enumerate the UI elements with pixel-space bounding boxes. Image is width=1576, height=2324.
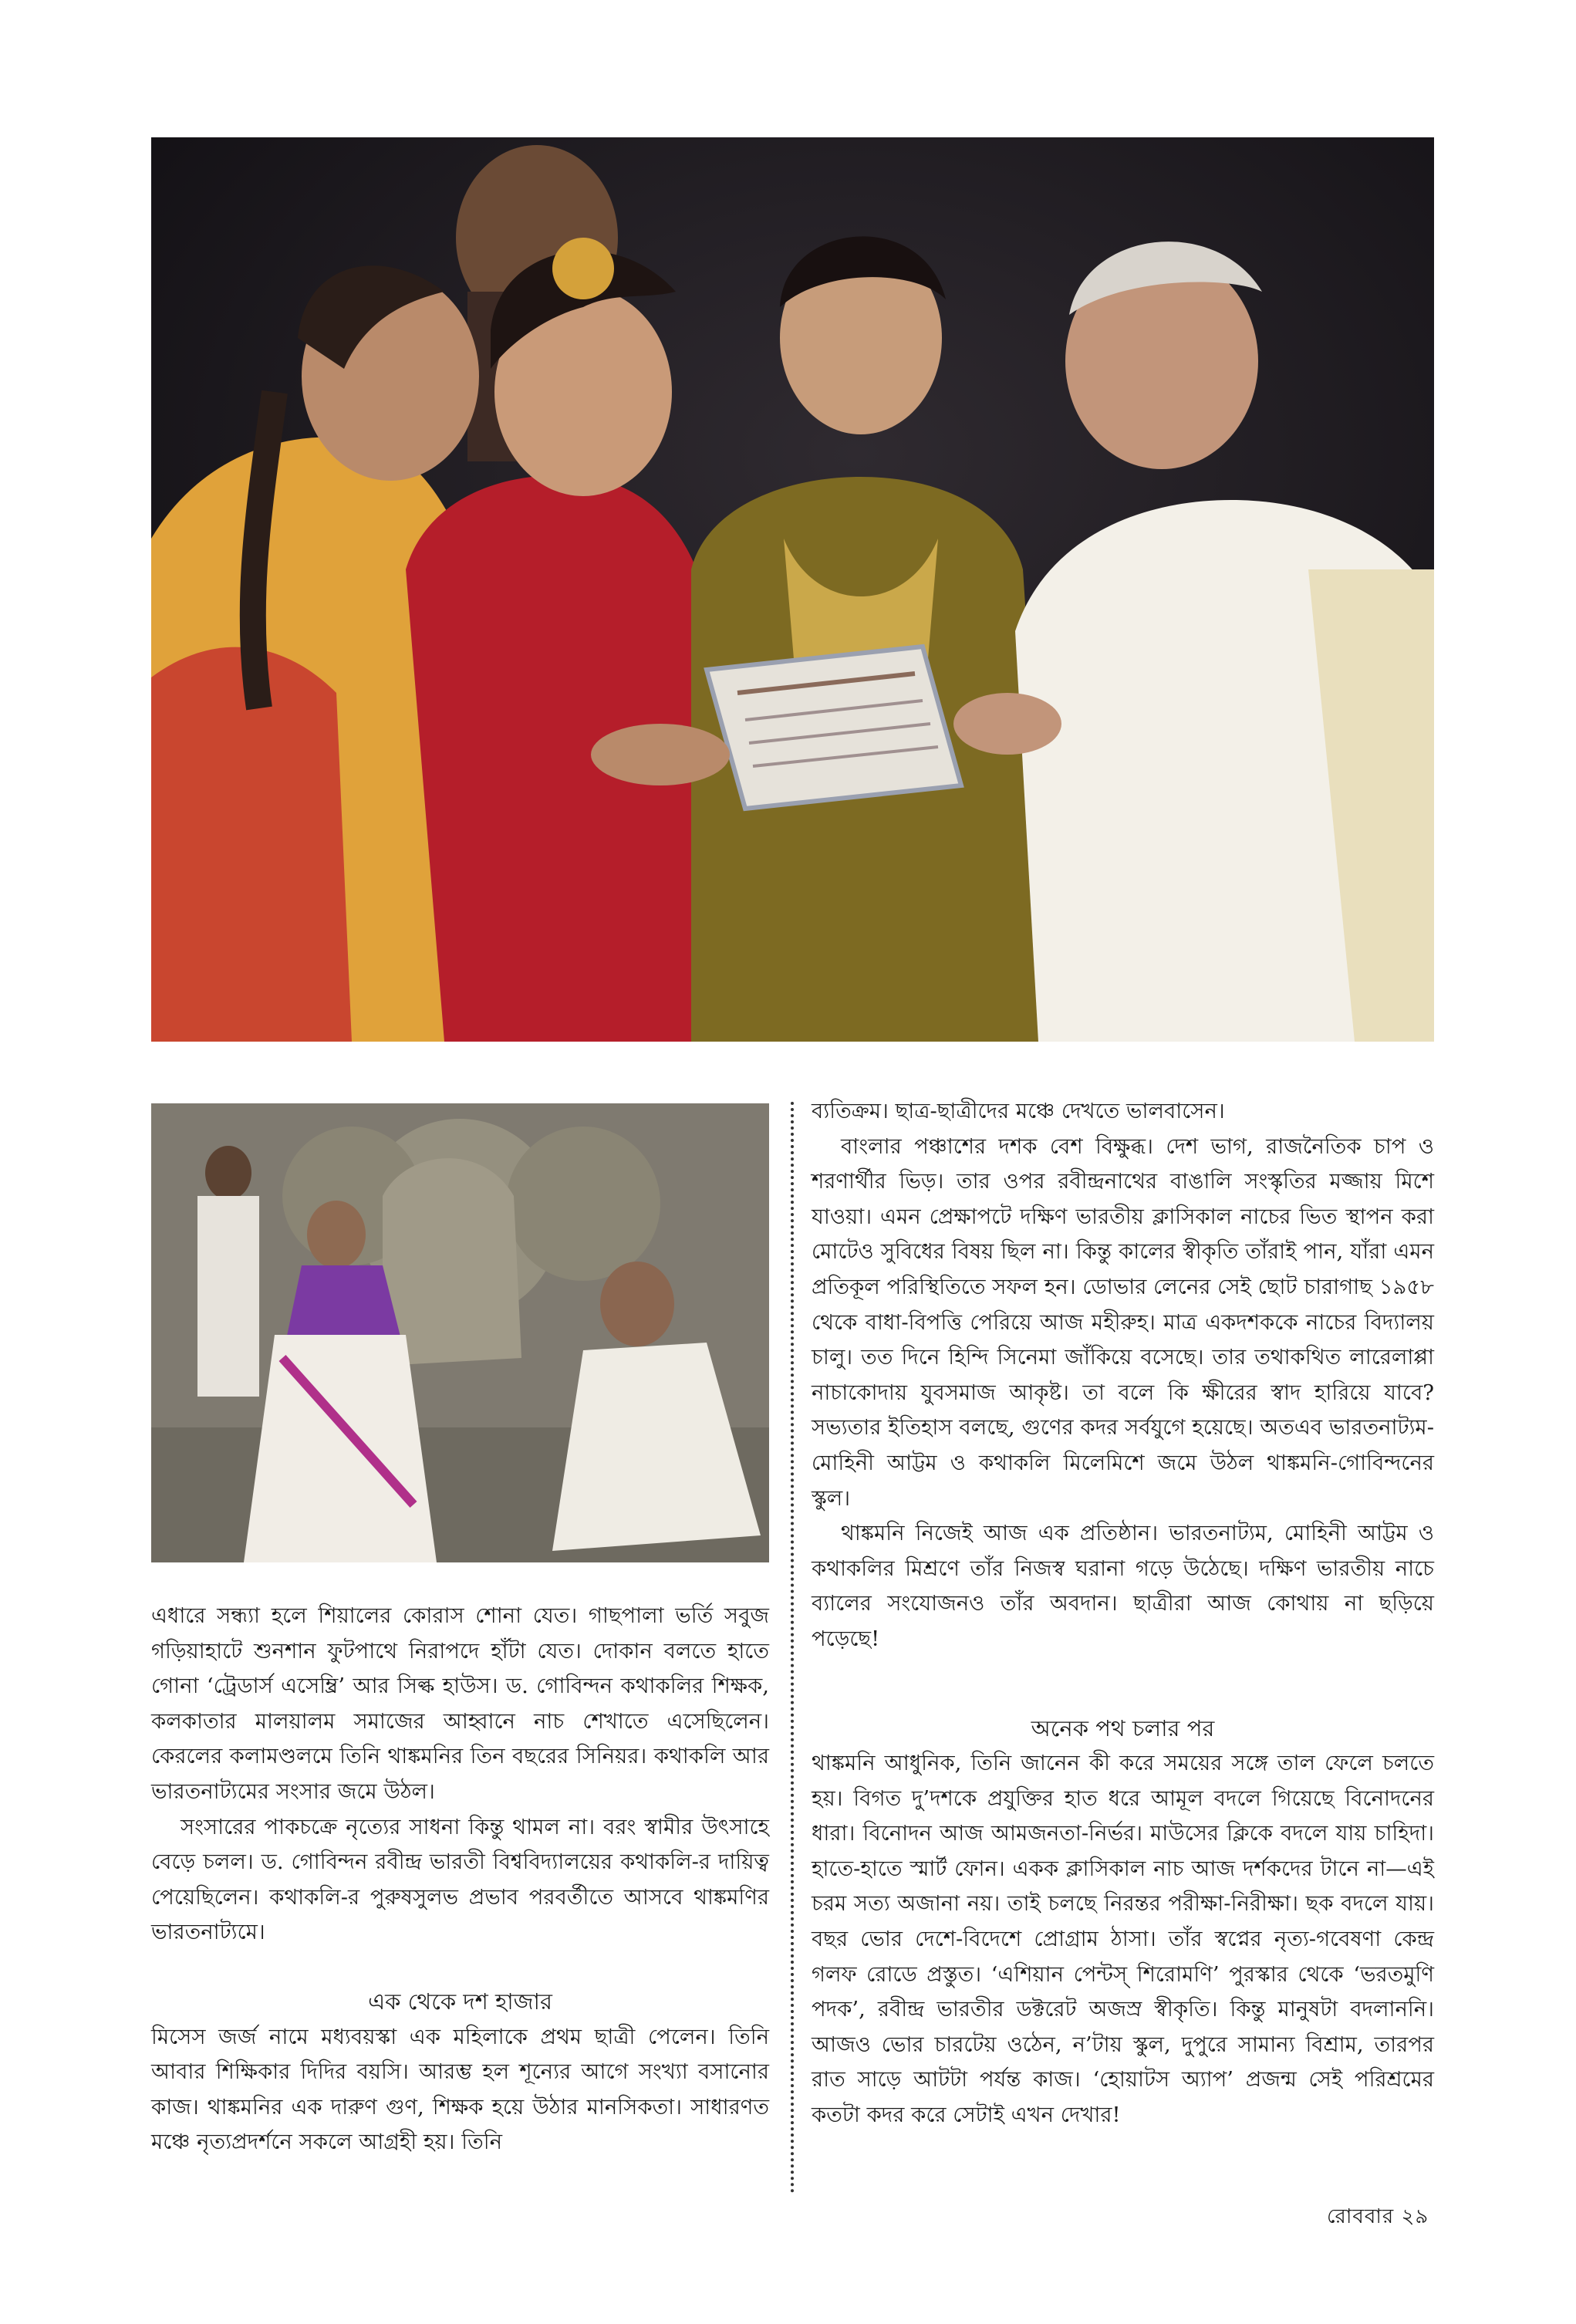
paragraph: থাঙ্কমনি আধুনিক, তিনি জানেন কী করে সময়ের সঙ্গে তাল ফেলে চলতে হয়। বিগত দু’দশকে প্রযুক্তির হাত ধরে আমূল বদলে গিয়েছে বিনোদনের ধারা। বিনোদন আজ আমজনতা-নির্ভর। মাউসের ক্লিকে বদলে যায় চাহিদা। হাতে-হাতে স্মার্ট ফোন। একক ক্লাসিকাল নাচ আজ দর্শকদের টানে না—এই চরম সত্য অজানা নয়। তাই চলছে নিরন্তর পরীক্ষা-নিরীক্ষা। ছক বদলে যায়। বছর ভোর দেশে-বিদেশে প্রোগ্রাম ঠাসা। তাঁর স্বপ্নের নৃত্য-গবেষণা কেন্দ্র গলফ রোডে প্রস্তুত। ‘এশিয়ান পেন্টস্ শিরোমণি’ পুরস্কার থেকে ‘ভরতমুণি পদক’, রবীন্দ্র ভারতীর ডক্টরেট অজস্র স্বীকৃতি। কিন্তু মানুষটা বদলাননি। আজও ভোর চারটেয় ওঠেন, ন’টায় স্কুল, দুপুরে সামান্য বিশ্রাম, তারপর রাত সাড়ে আটটা পর্যন্ত কাজ। ‘হোয়াটস অ্যাপ’ প্রজন্ম সেই পরিশ্রমের কতটা কদর করে সেটাই এখন দেখার! [812, 1751, 1434, 2128]
paragraph: সংসারের পাকচক্রে নৃত্যের সাধনা কিন্তু থামল না। বরং স্বামীর উৎসাহে বেড়ে চলল। ড. গোবিন্দন রবীন্দ্র ভারতী বিশ্ববিদ্যালয়ের কথাকলি-র দায়িত্ব পেয়েছিলেন। কথাকলি-র পুরুষসুলভ প্রভাব পরবর্তীতে আসবে থাঙ্কমণির ভারতনাট্যমে। [151, 1814, 769, 1945]
paragraph: বাংলার পঞ্চাশের দশক বেশ বিক্ষুব্ধ। দেশ ভাগ, রাজনৈতিক চাপ ও শরণার্থীর ভিড়। তার ওপর রবীন্দ্রনাথের বাঙালি সংস্কৃতির মজ্জায় মিশে যাওয়া। এমন প্রেক্ষাপটে দক্ষিণ ভারতীয় ক্লাসিকাল নাচের ভিত স্থাপন করা মোটেও সুবিধের বিষয় ছিল না। কিন্তু কালের স্বীকৃতি তাঁরাই পান, যাঁরা এমন প্রতিকূল পরিস্থিতিতে সফল হন। ডোভার লেনের সেই ছোট চারাগাছ ১৯৫৮ থেকে বাধা-বিপত্তি পেরিয়ে আজ মহীরুহ। মাত্র একদশককে নাচের বিদ্যালয় চালু। তত দিনে হিন্দি সিনেমা জাঁকিয়ে বসেছে। তার তথাকথিত লারেলাপ্পা নাচাকোদায় যুবসমাজ আকৃষ্ট। তা বলে কি ক্ষীরের স্বাদ হারিয়ে যাবে? সভ্যতার ইতিহাস বলছে, গুণের কদর সর্বযুগে হয়েছে। অতএব ভারতনাট্যম-মোহিনী আট্টম ও কথাকলি মিলেমিশে জমে উঠল থাঙ্কমনি-গোবিন্দনের স্কুল। [812, 1133, 1434, 1511]
page-folio: রোববার ২৯ [1327, 2205, 1429, 2228]
paragraph: এধারে সন্ধ্যা হলে শিয়ালের কোরাস শোনা যেত। গাছপালা ভর্তি সবুজ গড়িয়াহাটে শুনশান ফুটপাথে নিরাপদে হাঁটা যেত। দোকান বলতে হাতে গোনা ‘ট্রেডার্স এসেম্ব্রি’ আর সিল্ক হাউস। ড. গোবিন্দন কথাকলির শিক্ষক, কলকাতার মালয়ালম সমাজের আহ্বানে নাচ শেখাতে এসেছিলেন। কেরলের কলামণ্ডলমে তিনি থাঙ্কমনির তিন বছরের সিনিয়র। কথাকলি আর ভারতনাট্যমের সংসার জমে উঠল। [151, 1603, 769, 1804]
column-divider [791, 1102, 794, 2194]
paragraph: মিসেস জর্জ নামে মধ্যবয়স্কা এক মহিলাকে প্রথম ছাত্রী পেলেন। তিনি আবার শিক্ষিকার দিদির বয়সি। আরম্ভ হল শূন্যের আগে সংখ্যা বসানোর কাজ। থাঙ্কমনির এক দারুণ গুণ, শিক্ষক হয়ে উঠার মানসিকতা। সাধারণত মঞ্চে নৃত্যপ্রদর্শনে সকলে আগ্রহী হয়। তিনি [151, 2024, 769, 2155]
main-photo [151, 137, 1434, 1042]
article-column-left [151, 1599, 769, 2160]
paragraph: থাঙ্কমনি নিজেই আজ এক প্রতিষ্ঠান। ভারতনাট্যম, মোহিনী আট্টম ও কথাকলির মিশ্রণে তাঁর নিজস্ব ঘরানা গড়ে উঠেছে। দক্ষিণ ভারতীয় নাচে ব্যালের সংযোজনও তাঁর অবদান। ছাত্রীরা আজ কোথায় না ছড়িয়ে পড়েছে! [812, 1521, 1434, 1651]
section-subheading: অনেক পথ চলার পর [1031, 1714, 1215, 1741]
section-subheading: এক থেকে দশ হাজার [368, 1988, 552, 2015]
article-column-right [812, 1094, 1434, 2133]
inset-photo [151, 1103, 769, 1562]
paragraph: ব্যতিক্রম। ছাত্র-ছাত্রীদের মঞ্চে দেখতে ভালবাসেন। [812, 1099, 1225, 1123]
